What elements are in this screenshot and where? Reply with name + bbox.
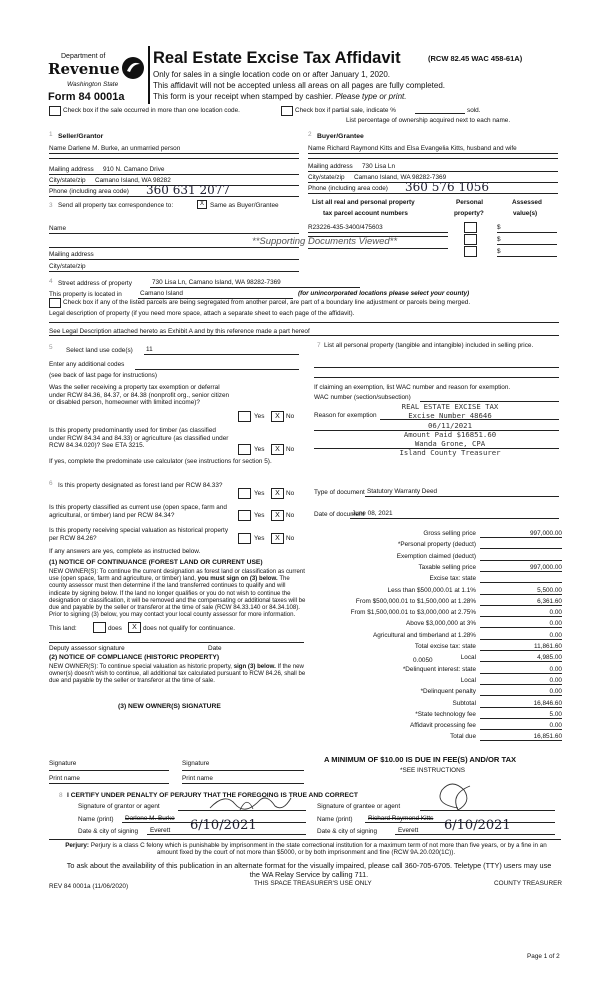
form-title: Real Estate Excise Tax Affidavit [153, 49, 401, 67]
corr-city-line[interactable] [49, 262, 299, 272]
form-number: Form 84 0001a [48, 91, 125, 103]
calc-line[interactable] [480, 642, 562, 651]
additional-codes-line[interactable] [135, 360, 299, 370]
corr-name-line[interactable] [49, 224, 299, 234]
page-number: Page 1 of 2 [527, 953, 560, 960]
located-line[interactable] [138, 289, 293, 299]
calc-value: 6,361.60 [537, 598, 562, 605]
grantor-date: 6/10/2021 [190, 818, 257, 833]
multi-location-label: Check box if the sale occurred in more than one location code. [63, 107, 240, 114]
buyer-name-label: Name [308, 145, 326, 152]
located-value: Camano Island [140, 290, 183, 297]
same-as-buyer-checkbox[interactable]: X [197, 200, 207, 209]
doc-type-line[interactable] [365, 487, 559, 497]
assessed-dollar-3: $ [497, 248, 501, 255]
predominate-note: If yes, complete the predominate use calculator (see instructions for section 5). [49, 458, 272, 465]
historic-no-box[interactable]: X [271, 533, 284, 544]
grantee-date: 6/10/2021 [444, 818, 511, 833]
assessed-header-2: value(s) [513, 210, 538, 217]
calc-label: From $1,500,000.01 to $3,000,000 at 2.75% [350, 609, 476, 616]
calc-line[interactable] [480, 732, 562, 741]
certify-statement: I CERTIFY UNDER PENALTY OF PERJURY THAT THE FOREGOING IS TRUE AND CORRECT [67, 792, 358, 799]
parcel-line-3 [308, 248, 448, 249]
section-7-number: 7 [317, 342, 321, 349]
calc-line[interactable] [480, 665, 562, 674]
assessed-line-1[interactable] [497, 223, 557, 233]
seller-blank-line [49, 158, 299, 159]
calc-line[interactable] [480, 699, 562, 708]
calc-value: 0.00 [549, 677, 562, 684]
land-not-qualify-box[interactable]: X [128, 622, 141, 633]
calc-label: Above $3,000,000 at 3% [406, 620, 476, 627]
owner-print-line-1[interactable] [49, 783, 169, 784]
revenue-wordmark: Revenue [48, 60, 120, 78]
street-address: 730 Lisa Ln, Camano Island, WA 98282-7369 [152, 279, 281, 286]
header-line3: This form is your receipt when stamped by cashier. Please type or print. [153, 92, 407, 101]
grantee-date-label: Date & city of signing [317, 828, 378, 835]
seller-phone: 360 631 2077 [146, 183, 230, 197]
seller-name: Darlene M. Burke, an unmarried person [68, 145, 181, 152]
seller-city: Camano Island, WA 98282 [95, 177, 171, 184]
calc-line[interactable] [480, 676, 562, 685]
calc-label: Exemption claimed (deduct) [396, 553, 476, 560]
buyer-name-line [308, 144, 558, 154]
timber-yes-label: Yes [254, 446, 265, 453]
calc-value: 0.00 [549, 688, 562, 695]
seller-name-line [49, 144, 299, 154]
personal-header-2: property? [454, 210, 484, 217]
calc-value: 11,861.60 [534, 643, 562, 650]
legal-desc-value: See Legal Description attached hereto as Exhibit A and by this reference made a part hereof [49, 328, 310, 335]
buyer-mail-line [308, 162, 558, 172]
grantee-signature-label: Signature of grantee or agent [317, 803, 401, 810]
timber-no-box[interactable]: X [271, 444, 284, 455]
timber-question: Is this property predominantly used for timber (as classified under RCW 84.34 and 84.33) or agriculture (as classified under RCW 84.34.020)? See ETA 3215. [49, 427, 229, 450]
calc-value: 16,851.60 [533, 733, 562, 740]
calc-value: 5,500.00 [537, 587, 562, 594]
calc-label: Excise tax: state [429, 575, 476, 582]
calc-value: 0.00 [549, 632, 562, 639]
current-use-question: Is this property classified as current use (open space, farm and agricultural, or timber) land per RCW 84.34? [49, 504, 227, 519]
section-5-number: 5 [49, 344, 53, 351]
assessed-dollar-2: $ [497, 236, 501, 243]
revenue-logo [49, 46, 149, 106]
corr-mail-line[interactable] [49, 250, 299, 260]
seller-city-label: City/state/zip [49, 177, 86, 184]
form-revision: REV 84 0001a (11/06/2020) [49, 883, 129, 890]
segregated-label: Check box if any of the listed parcels are being segregated from another parcel, are part of a boundary line adjustment or parcels being merged. [63, 299, 471, 306]
street-address-line [150, 278, 360, 288]
deputy-signature-label: Deputy assessor signature [49, 645, 125, 652]
buyer-mail-label: Mailing address [308, 163, 353, 170]
calc-line[interactable] [480, 552, 562, 561]
land-use-label: Select land use code(s) [66, 347, 133, 354]
partial-sale-checkbox[interactable] [281, 106, 293, 116]
exemption-yes-box[interactable] [238, 411, 251, 422]
grantee-signature-scribble [428, 780, 488, 814]
form-title-rcw: (RCW 82.45 WAC 458-61A) [428, 54, 523, 63]
doc-date-line[interactable] [350, 509, 559, 519]
deputy-signature-line[interactable] [49, 642, 304, 643]
treasurer-use-only: THIS SPACE TREASURER'S USE ONLY [254, 880, 372, 887]
stamp-line-2: Excise Number 48646 [408, 411, 492, 421]
send-correspondence-label: Send all property tax correspondence to: [58, 202, 174, 209]
forest-no-label: No [286, 490, 295, 497]
grantor-name-label: Name (print) [78, 816, 114, 823]
land-does-label: does [108, 625, 122, 632]
wac-label: WAC number (section/subsection) [314, 394, 411, 401]
calc-value: 997,000.00 [530, 564, 562, 571]
supporting-docs-stamp: **Supporting Documents Viewed** [252, 236, 398, 247]
stamp-line-1: REAL ESTATE EXCISE TAX [401, 402, 499, 411]
timber-no-label: No [286, 446, 295, 453]
seller-name-label: Name [49, 145, 67, 152]
corr-name-label: Name [49, 225, 67, 232]
personal-property-line-2[interactable] [314, 377, 559, 378]
calc-label: *Personal property (deduct) [397, 541, 476, 548]
revenue-swoosh-icon [121, 56, 145, 80]
land-use-code: 11 [146, 346, 153, 353]
stamp-line-5: Wanda Grone, CPA [414, 439, 486, 449]
buyer-phone-line [308, 184, 558, 194]
corr-city-label: City/state/zip [49, 263, 86, 270]
calc-line[interactable] [480, 563, 562, 572]
calc-value: 0.00 [549, 722, 562, 729]
owner-print-line-2[interactable] [182, 783, 304, 784]
calc-label: Subtotal [452, 700, 476, 707]
calc-line[interactable] [480, 608, 562, 617]
exemption-no-label: No [286, 413, 295, 420]
seller-phone-label: Phone (including area code) [49, 188, 129, 195]
buyer-phone: 360 576 1056 [405, 180, 489, 194]
calc-line[interactable] [480, 529, 562, 538]
owner-print-label-2: Print name [182, 775, 213, 782]
grantee-city: Everett [398, 827, 419, 834]
calc-label: Agricultural and timberland at 1.28% [372, 632, 476, 639]
legal-blank-line [49, 322, 559, 323]
located-label: This property is located in [49, 291, 122, 298]
multi-location-checkbox[interactable] [49, 106, 61, 116]
calc-label: *Delinquent interest: state [402, 666, 476, 673]
current-use-yes-box[interactable] [238, 510, 251, 521]
calc-label: *State technology fee [415, 711, 476, 718]
land-does-box[interactable] [93, 622, 106, 633]
seller-mail-line [49, 165, 299, 175]
this-land-label: This land: [49, 625, 77, 632]
additional-codes-label: Enter any additional codes [49, 361, 125, 368]
seller-title: Seller/Grantor [58, 133, 104, 140]
historic-yes-box[interactable] [238, 533, 251, 544]
legal-desc-label: Legal description of property (if you need more space, attach a separate sheet to each page of the affidavit). [49, 310, 355, 317]
ownership-note: List percentage of ownership acquired next to each name. [346, 117, 511, 124]
land-use-line[interactable] [144, 345, 299, 355]
unincorporated-note: (for unincorporated locations please select your county) [298, 290, 470, 297]
street-address-label: Street address of property [58, 280, 132, 287]
same-as-buyer-label: Same as Buyer/Grantee [210, 202, 279, 209]
buyer-title: Buyer/Grantee [317, 133, 364, 140]
calc-line[interactable] [480, 540, 562, 549]
perjury-divider [49, 839, 561, 840]
perjury-notice: Perjury: Perjury is a class C felony which is punishable by imprisonment in the state correctional institution for a maximum term of not more than five years, or by a fine in an amount fixed by the court of not more than $5000, or by both imprisonment and fine (RCW 9A.20.020(1C)). [65, 842, 547, 857]
county-treasurer: COUNTY TREASURER [494, 880, 562, 887]
segregated-checkbox[interactable] [49, 298, 61, 308]
stamp-line-3: 06/11/2021 [428, 420, 472, 430]
parcel-header-1: List all real and personal property [312, 199, 415, 206]
calc-value: 0.00 [549, 609, 562, 616]
calc-label: *Delinquent penalty [420, 688, 476, 695]
calc-line[interactable] [480, 619, 562, 628]
reason-label: Reason for exemption [314, 412, 377, 419]
owner-signature-label-1: Signature [49, 760, 77, 767]
seller-phone-line [49, 187, 299, 197]
corr-mail-label: Mailing address [49, 251, 94, 258]
calc-label: Total due [450, 733, 476, 740]
calc-line[interactable] [480, 721, 562, 730]
see-back-note: (see back of last page for instructions) [49, 372, 157, 379]
buyer-city: Camano Island, WA 98282-7369 [354, 174, 447, 181]
alternate-format-note: To ask about the availability of this publication in an alternate format for the visually impaired, please call 360-705-6705. Teletype (TTY) users may use the WA Relay Service by calling 711. [66, 861, 552, 880]
buyer-phone-label: Phone (including area code) [308, 185, 388, 192]
section-6-number: 6 [49, 480, 53, 487]
current-use-yes-label: Yes [254, 512, 265, 519]
buyer-blank-line [308, 158, 558, 159]
assessed-line-2[interactable] [497, 235, 557, 245]
historic-yes-label: Yes [254, 535, 265, 542]
owner-print-label-1: Print name [49, 775, 80, 782]
stamp-line-6: Island County Treasurer [399, 448, 501, 458]
forest-question: Is this property designated as forest land per RCW 84.33? [58, 482, 223, 489]
calc-value: 0.00 [549, 620, 562, 627]
exemption-no-box[interactable]: X [271, 411, 284, 422]
calc-label: Gross selling price [423, 530, 476, 537]
owner-signature-label-2: Signature [182, 760, 210, 767]
grantor-date-label: Date & city of signing [78, 828, 139, 835]
any-yes-note: If any answers are yes, complete as instructed below. [49, 548, 201, 555]
calc-line[interactable] [480, 586, 562, 595]
grantor-name: Darlene M. Burke [125, 815, 175, 822]
local-rate: 0.0050 [413, 657, 433, 664]
calc-label: Taxable selling price [418, 564, 476, 571]
seller-mail-label: Mailing address [49, 166, 94, 173]
calc-line[interactable] [480, 687, 562, 696]
calc-value: 997,000.00 [530, 530, 562, 537]
grantee-name: Richard Raymond Kitts [368, 815, 434, 822]
notice-compliance-title: (2) NOTICE OF COMPLIANCE (HISTORIC PROPERTY) [49, 654, 220, 661]
exemption-yes-label: Yes [254, 413, 265, 420]
section-3-number: 3 [49, 202, 53, 209]
assessed-dollar-1: $ [497, 224, 501, 231]
forest-yes-label: Yes [254, 490, 265, 497]
partial-sale-label: Check box if partial sale, indicate % [295, 107, 396, 114]
calc-label: From $500,000.01 to $1,500,000 at 1.28% [355, 598, 476, 605]
assessed-header-1: Assessed [512, 199, 542, 206]
grantor-signature-scribble [205, 790, 295, 816]
calc-label: Total excise tax: state [414, 643, 476, 650]
personal-property-label: List all personal property (tangible and intangible) included in selling price. [324, 342, 534, 349]
header-divider [148, 46, 150, 104]
doc-date-label: Date of document [314, 511, 365, 518]
personal-checkbox-1[interactable] [464, 222, 477, 233]
forest-yes-box[interactable] [238, 488, 251, 499]
legal-desc-line [49, 327, 559, 336]
new-owner-signature-title: (3) NEW OWNER(S) SIGNATURE [118, 703, 221, 710]
parcel-line-1 [308, 223, 448, 233]
land-not-qualify-label: does not qualify for continuance. [143, 625, 236, 632]
calc-label: Less than $500,000.01 at 1.1% [387, 587, 476, 594]
historic-no-label: No [286, 535, 295, 542]
calc-value: 16,846.60 [533, 700, 562, 707]
dept-label: Department of [61, 53, 106, 60]
minimum-fee-note: A MINIMUM OF $10.00 IS DUE IN FEE(S) AND/OR TAX [324, 755, 517, 764]
owner-signature-line-2[interactable] [182, 770, 304, 771]
calc-value: 0.00 [549, 666, 562, 673]
owner-signature-line-1[interactable] [49, 770, 169, 771]
calc-label: Affidavit processing fee [410, 722, 476, 729]
calc-line[interactable] [480, 631, 562, 640]
parcel-header-2: tax parcel account numbers [323, 210, 408, 217]
see-instructions: *SEE INSTRUCTIONS [400, 767, 465, 774]
exemption-question: Was the seller receiving a property tax exemption or deferral under RCW 84.36, 84.37, or 84.38 (nonprofit org., senior citizen or disabled person, homeowner with limited income)? [49, 384, 230, 407]
claim-exemption-label: If claiming an exemption, list WAC number and reason for exemption. [314, 384, 511, 391]
grantor-city: Everett [150, 827, 171, 834]
assessed-line-3[interactable] [497, 247, 557, 257]
deputy-date-label: Date [208, 645, 222, 652]
grantor-signature-label: Signature of grantor or agent [78, 803, 160, 810]
wac-line[interactable] [420, 393, 559, 402]
calc-line[interactable] [480, 597, 562, 606]
calc-line[interactable] [480, 653, 562, 662]
calc-label: Local [460, 654, 476, 661]
header-line2: This affidavit will not be accepted unless all areas on all pages are fully completed. [153, 81, 446, 90]
cashier-stamp [390, 402, 510, 458]
current-use-no-box[interactable]: X [271, 510, 284, 521]
section-4-number: 4 [49, 278, 53, 285]
calc-line[interactable] [480, 710, 562, 719]
forest-no-box[interactable]: X [271, 488, 284, 499]
doc-type-label: Type of document [314, 489, 365, 496]
sold-label: sold. [467, 107, 481, 114]
notice-continuance-title: (1) NOTICE OF CONTINUANCE (FOREST LAND OR CURRENT USE) [49, 559, 263, 566]
parcel-number-1: R23226-435-3400/475603 [308, 224, 383, 231]
notice-compliance-text: NEW OWNER(S): To continue special valuation as historic property, sign (3) below. If the new owner(s) doesn't wish to continue, all additional tax calculated pursuant to RCW 84.26, shall be due and payable by the seller or transferor at the time of sale. [49, 663, 306, 685]
header-line1: Only for sales in a single location code on or after January 1, 2020. [153, 70, 391, 79]
buyer-name: Richard Raymond Kitts and Elsa Evangelia Kitts, husband and wife [327, 145, 517, 152]
personal-property-line-1[interactable] [314, 367, 559, 368]
calc-value: 5.00 [549, 711, 562, 718]
notice-continuance-text: NEW OWNER(S): To continue the current designation as forest land or classification as current use (open space, farm and agriculture, or timber) land, you must sign on (3) below. The county assessor must then determine if the land transferred continues to qualify and will indicate by signing below. If the land no longer qualifies or you do not wish to continue the designation or classification, it will be removed and the compensating or additional taxes will be due and payable by the seller or transferor at the time of sale (RCW 84.33.140 or 84.34.108). Prior to signing (3) below, you may contact your local county assessor for more information. [49, 568, 306, 619]
personal-checkbox-2[interactable] [464, 234, 477, 245]
timber-yes-box[interactable] [238, 444, 251, 455]
doc-date: June 08, 2021 [352, 510, 393, 517]
buyer-mail: 730 Lisa Ln [362, 163, 396, 170]
grantee-name-label: Name (print) [317, 816, 353, 823]
state-label: Washington State [67, 81, 119, 88]
historic-question: Is this property receiving special valuation as historical property per RCW 84.26? [49, 527, 229, 542]
personal-checkbox-3[interactable] [464, 246, 477, 257]
seller-mail: 910 N. Camano Drive [103, 166, 165, 173]
calc-label: Local [460, 677, 476, 684]
section-8-number: 8 [59, 792, 63, 799]
section-2-number: 2 [308, 131, 312, 138]
calc-value: 4,985.00 [537, 654, 562, 661]
section-1-number: 1 [49, 131, 53, 138]
stamp-line-4: Amount Paid $16851.60 [403, 429, 497, 439]
doc-type: Statutory Warranty Deed [367, 488, 438, 495]
personal-header-1: Personal [456, 199, 483, 206]
current-use-no-label: No [286, 512, 295, 519]
partial-pct-field[interactable] [415, 106, 465, 114]
calc-line[interactable] [480, 574, 562, 583]
buyer-city-label: City/state/zip [308, 174, 345, 181]
